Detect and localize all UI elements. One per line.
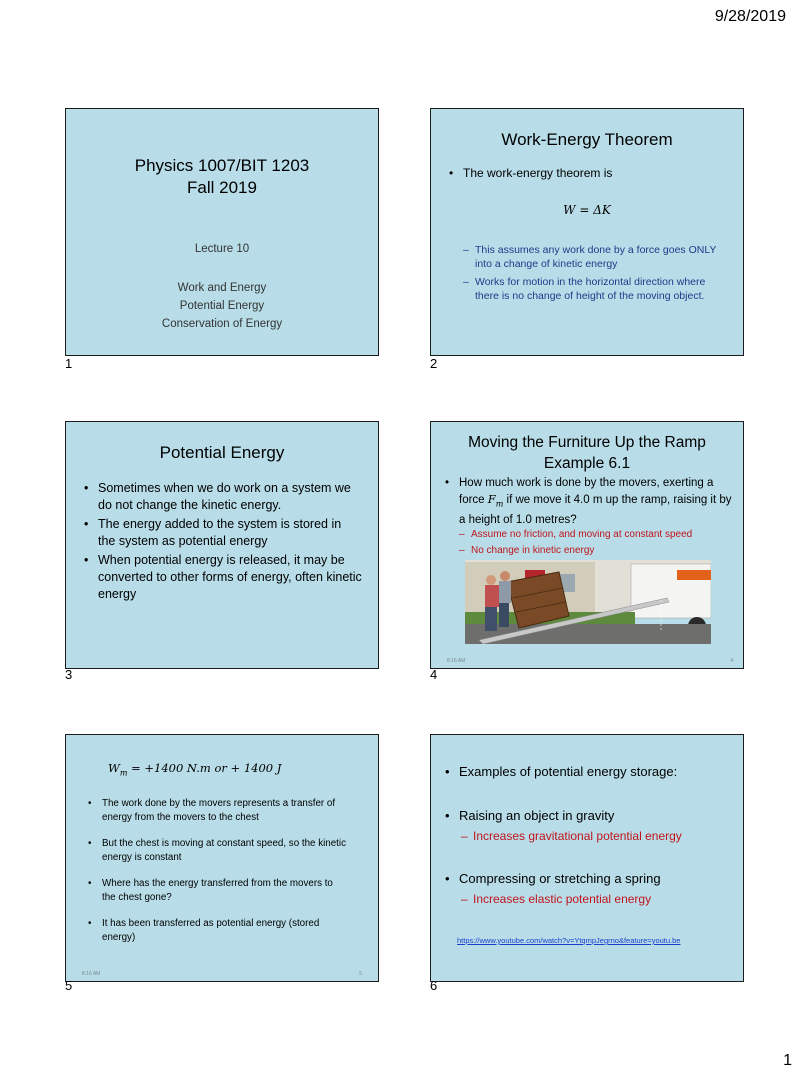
slide-3-bullet: • When potential energy is released, it may be converted to other forms of energy, often kinetic energy: [84, 552, 362, 603]
mover-head: [500, 571, 510, 581]
mover-body: [485, 585, 499, 607]
slide-4-footer-num: 4: [730, 658, 733, 664]
slide-2-bullet: • The work-energy theorem is: [449, 166, 729, 180]
slide-4-title-line1: Moving the Furniture Up the Ramp: [468, 434, 706, 451]
slide-4-sub: – No change in kinetic energy: [459, 543, 737, 559]
slide-4-sub: – Assume no friction, and moving at constant speed: [459, 527, 737, 543]
slide-1-topic: Work and Energy: [177, 282, 267, 294]
slide-6-number: 6: [430, 978, 438, 993]
truck-stripe: [677, 570, 711, 580]
slide-6-sub: – Increases elastic potential energy: [461, 891, 733, 908]
slide-1-title-line2: Fall 2019: [187, 178, 257, 197]
page-date: 9/28/2019: [714, 8, 786, 25]
movers-ramp-illustration: [465, 560, 711, 644]
slide-4-bullet: • How much work is done by the movers, exerting a force $F_m$ if we move it 4.0 m up the ramp, raising it by a height of 1.0 metres?: [445, 475, 733, 528]
slide-2-sub: – Works for motion in the horizontal direction where there is no change of height of the moving object.: [463, 275, 727, 303]
slide-2-title: Work-Energy Theorem: [501, 130, 673, 149]
mover-body: [499, 581, 511, 603]
slide-6-sub: – Increases gravitational potential energy: [461, 828, 733, 845]
slide-2-equation: W = ΔK: [563, 203, 611, 217]
slide-1-topic: Conservation of Energy: [161, 318, 283, 330]
slide-6-bullet: • Compressing or stretching a spring: [445, 870, 733, 888]
slide-1-title-line1: Physics 1007/BIT 1203: [134, 156, 310, 175]
slide-5-number: 5: [65, 978, 73, 993]
mover-legs: [499, 603, 509, 627]
slide-3-bullet: • The energy added to the system is stored in the system as potential energy: [84, 516, 362, 550]
slide-5-bullet: • It has been transferred as potential energy (stored energy): [88, 917, 348, 945]
slide-2-sub: – This assumes any work done by a force goes ONLY into a change of kinetic energy: [463, 243, 727, 271]
slide-1: [65, 108, 379, 356]
slide-5-footer-time: 8:16 AM: [82, 971, 101, 977]
slide-2-number: 2: [430, 356, 438, 371]
slide-6: [430, 734, 744, 982]
slide-5-footer-num: 5: [359, 971, 362, 977]
slide-4-title-line2: Example 6.1: [543, 455, 631, 472]
mover-head: [486, 575, 496, 585]
slide-1-number: 1: [65, 356, 73, 371]
slide-4-number: 4: [430, 667, 438, 682]
slide-5-bullet: • Where has the energy transferred from the movers to the chest gone?: [88, 877, 348, 905]
slide-1-topic: Potential Energy: [179, 300, 265, 312]
youtube-link[interactable]: https://www.youtube.com/watch?v=YtqmpJegrno&feature=youtu.be: [457, 936, 681, 945]
slide-6-bullet: • Raising an object in gravity: [445, 807, 733, 825]
mover-legs: [485, 607, 497, 631]
slide-4: [430, 421, 744, 669]
slide-1-lecture: Lecture 10: [194, 243, 250, 255]
slide-5: [65, 734, 379, 982]
slide-3-bullet: • Sometimes when we do work on a system we do not change the kinetic energy.: [84, 480, 362, 514]
slide-2: [430, 108, 744, 356]
slide-3-title: Potential Energy: [159, 443, 285, 462]
slide-3: [65, 421, 379, 669]
slide-5-bullet: • But the chest is moving at constant speed, so the kinetic energy is constant: [88, 837, 348, 865]
slide-5-equation: $W_m = +1400$ N.m or + 1400 J: [108, 761, 282, 778]
slide-6-bullet: • Examples of potential energy storage:: [445, 763, 733, 781]
slide-3-number: 3: [65, 667, 73, 682]
slide-5-bullet: • The work done by the movers represents a transfer of energy from the movers to the chest: [88, 797, 348, 825]
page-number: 1: [783, 1052, 792, 1069]
slide-4-footer-time: 8:16 AM: [447, 658, 466, 664]
